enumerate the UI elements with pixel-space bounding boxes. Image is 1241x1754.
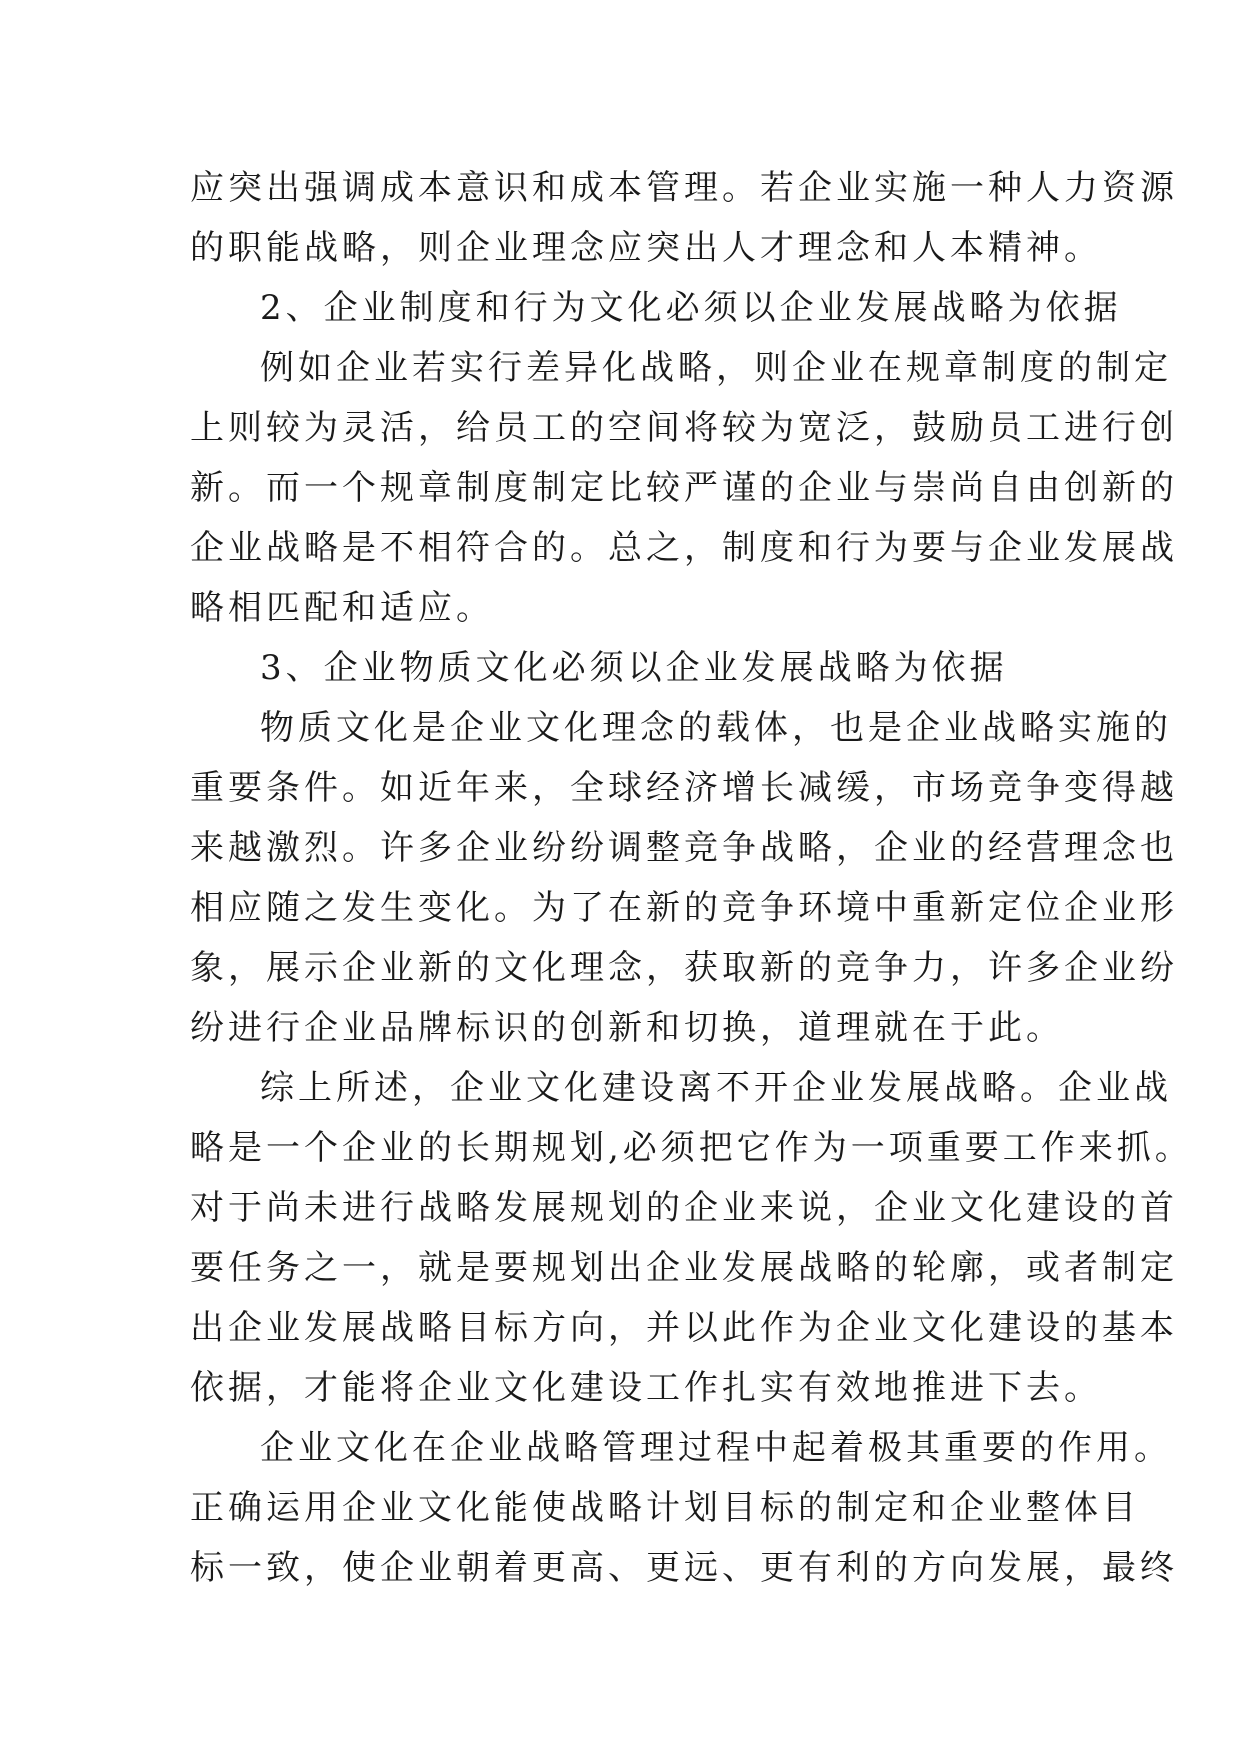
text-line: 象，展示企业新的文化理念，获取新的竞争力，许多企业纷 (190, 948, 1178, 988)
text-line: 略相匹配和适应。 (190, 588, 494, 628)
section-heading: 2、企业制度和行为文化必须以企业发展战略为依据 (260, 288, 1122, 328)
text-line: 的职能战略，则企业理念应突出人才理念和人本精神。 (190, 228, 1102, 268)
text-line: 依据，才能将企业文化建设工作扎实有效地推进下去。 (190, 1368, 1102, 1408)
text-line: 上则较为灵活，给员工的空间将较为宽泛，鼓励员工进行创 (190, 408, 1178, 448)
text-line: 标一致，使企业朝着更高、更远、更有利的方向发展，最终 (190, 1548, 1178, 1588)
text-line: 重要条件。如近年来，全球经济增长减缓，市场竞争变得越 (190, 768, 1178, 808)
text-line: 新。而一个规章制度制定比较严谨的企业与崇尚自由创新的 (190, 468, 1178, 508)
section-heading: 3、企业物质文化必须以企业发展战略为依据 (260, 648, 1008, 688)
text-line: 例如企业若实行差异化战略，则企业在规章制度的制定 (260, 348, 1172, 388)
text-line: 对于尚未进行战略发展规划的企业来说，企业文化建设的首 (190, 1188, 1178, 1228)
text-line: 物质文化是企业文化理念的载体，也是企业战略实施的 (260, 708, 1172, 748)
text-line: 纷进行企业品牌标识的创新和切换，道理就在于此。 (190, 1008, 1064, 1048)
text-line: 出企业发展战略目标方向，并以此作为企业文化建设的基本 (190, 1308, 1178, 1348)
text-line: 略是一个企业的长期规划,必须把它作为一项重要工作来抓。 (190, 1128, 1193, 1168)
document-body (190, 158, 1193, 1598)
text-line: 来越激烈。许多企业纷纷调整竞争战略，企业的经营理念也 (190, 828, 1178, 868)
text-line: 企业文化在企业战略管理过程中起着极其重要的作用。 (260, 1428, 1172, 1468)
text-line: 正确运用企业文化能使战略计划目标的制定和企业整体目 (190, 1488, 1140, 1528)
text-line: 综上所述，企业文化建设离不开企业发展战略。企业战 (260, 1068, 1172, 1108)
text-line: 企业战略是不相符合的。总之，制度和行为要与企业发展战 (190, 528, 1178, 568)
text-line: 要任务之一，就是要规划出企业发展战略的轮廓，或者制定 (190, 1248, 1178, 1288)
text-line: 相应随之发生变化。为了在新的竞争环境中重新定位企业形 (190, 888, 1178, 928)
text-line: 应突出强调成本意识和成本管理。若企业实施一种人力资源 (190, 168, 1178, 208)
